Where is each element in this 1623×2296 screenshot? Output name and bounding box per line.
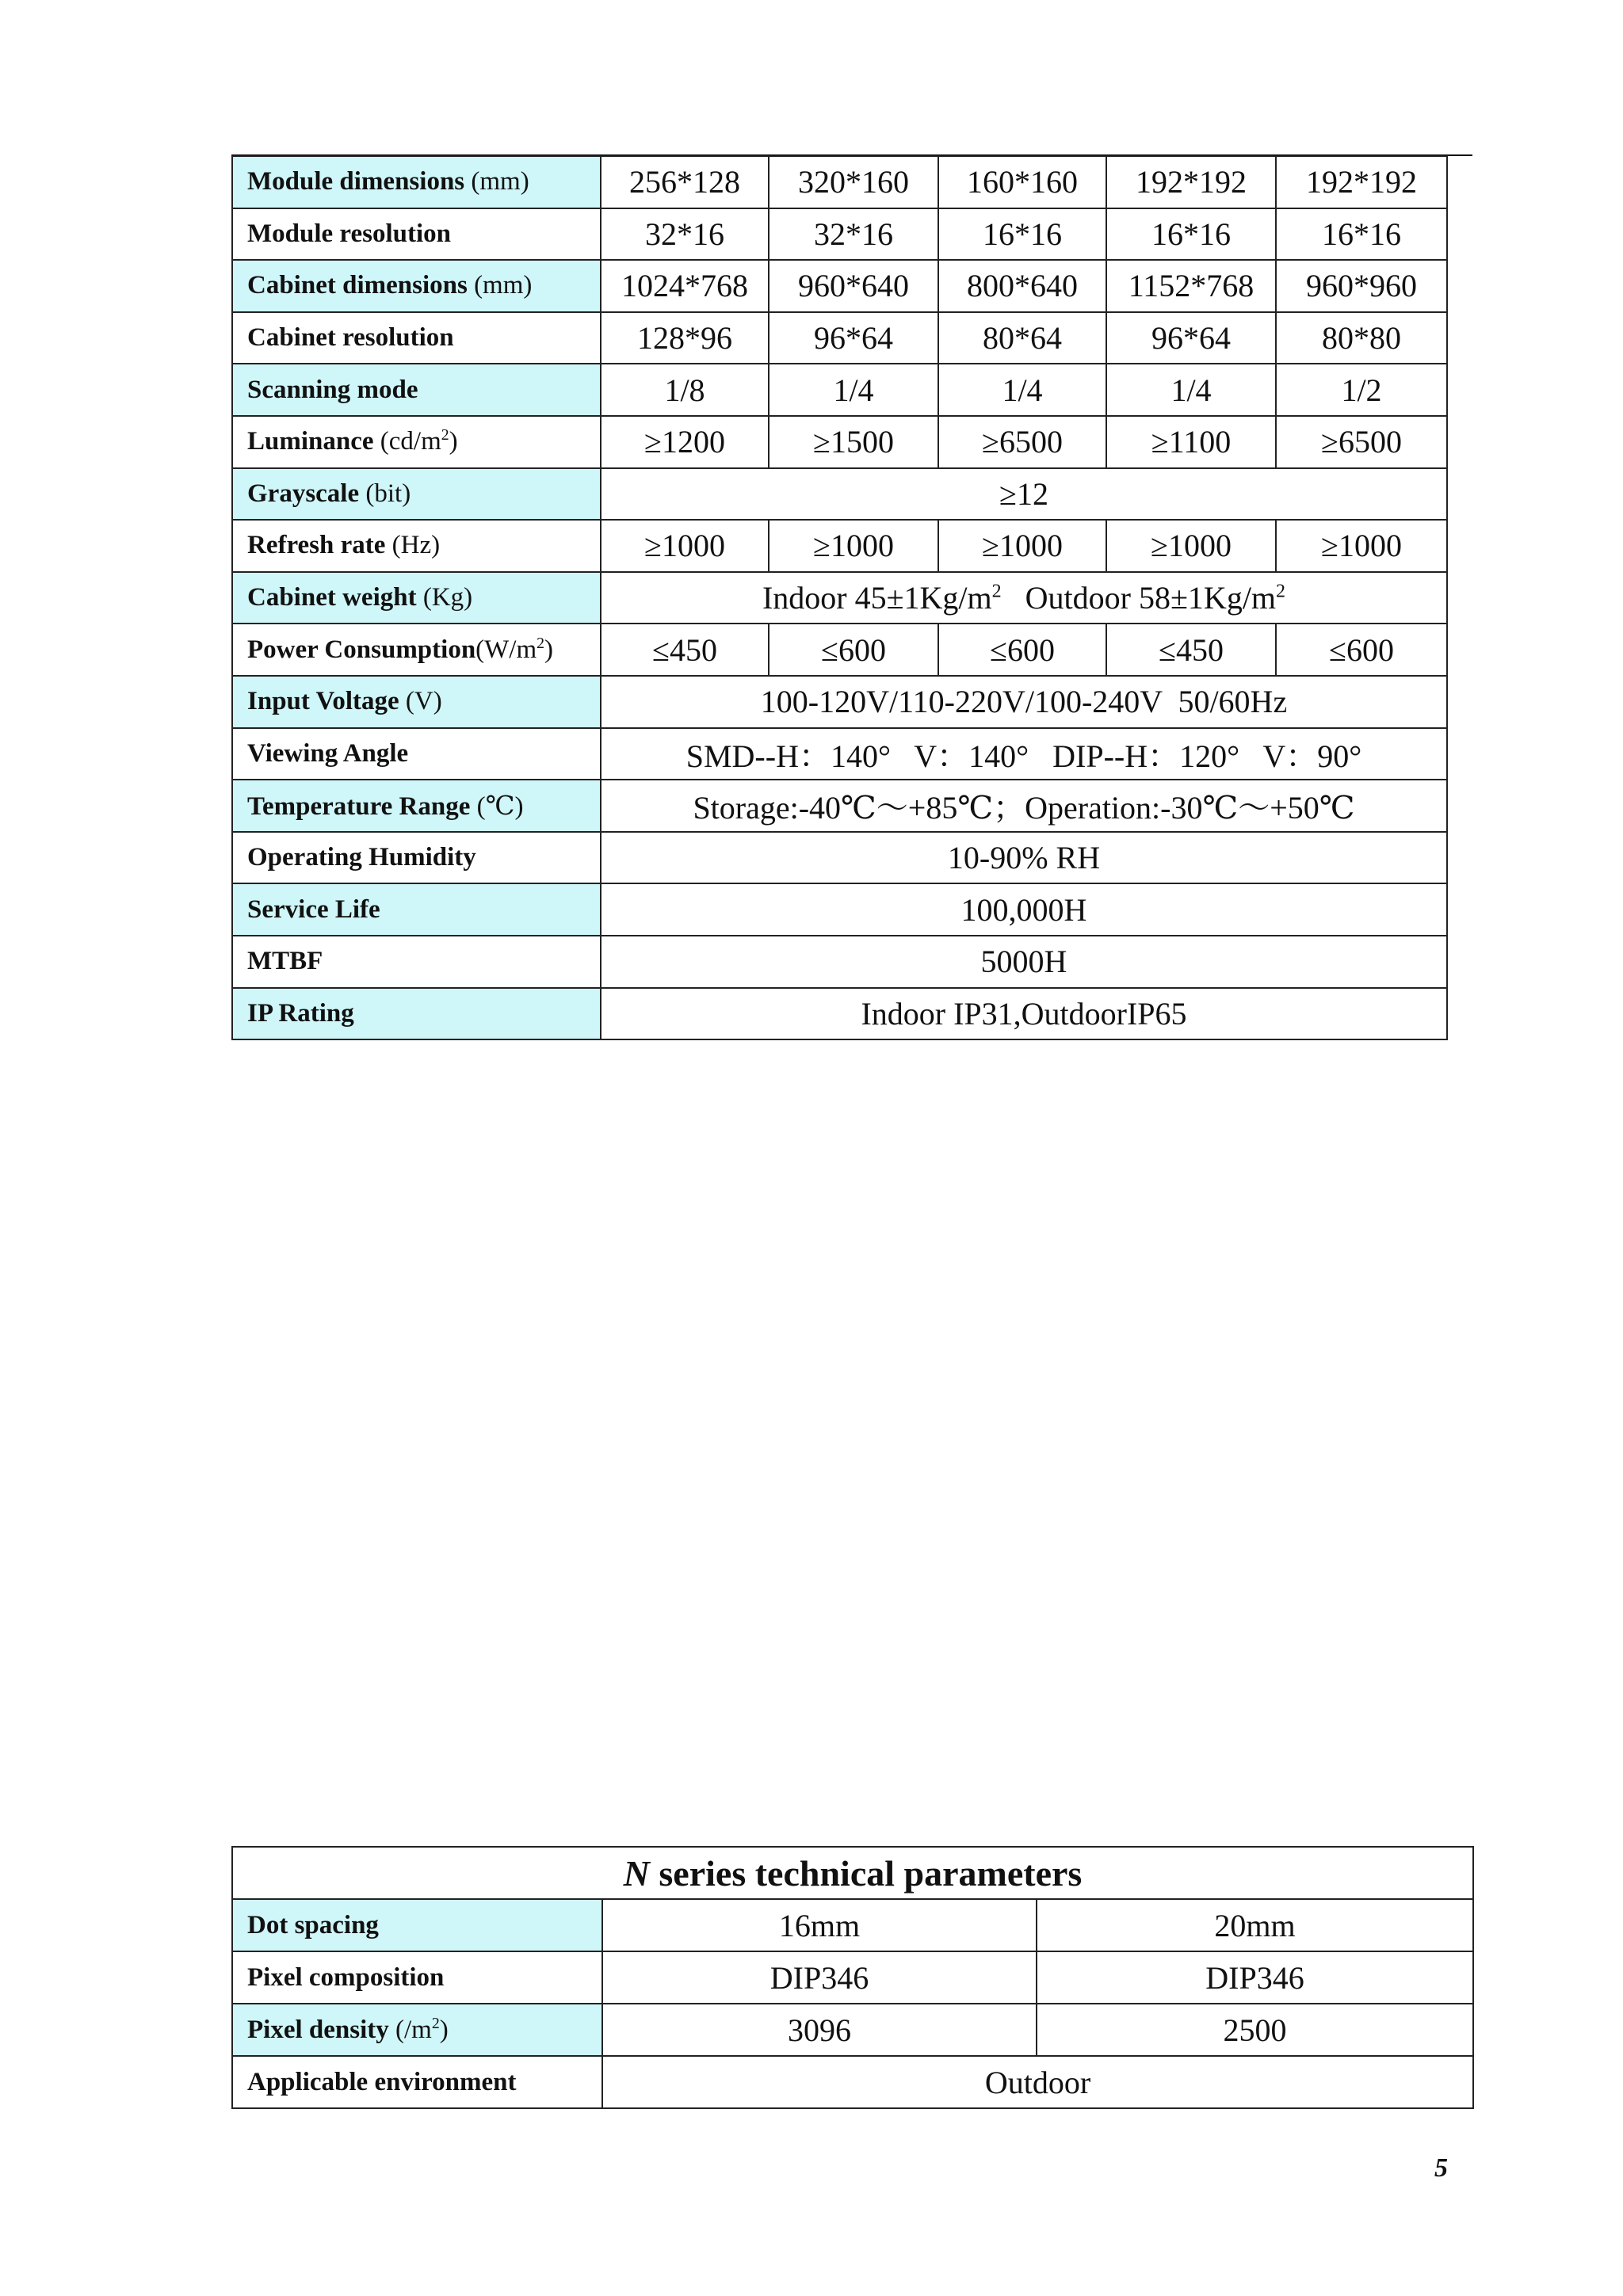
value-cell: 1/8 xyxy=(601,364,769,416)
spec-row-luminance xyxy=(232,416,1447,468)
value-cell: 80*64 xyxy=(938,312,1106,364)
spec-row-refresh-rate xyxy=(232,520,1447,572)
row-label: Service Life xyxy=(232,883,601,936)
n-series-row-applicable-environment xyxy=(232,2056,1473,2108)
value-cell: 32*16 xyxy=(769,208,938,261)
table-title: N series technical parameters xyxy=(232,1847,1473,1899)
value-cell: 320*160 xyxy=(769,156,938,208)
row-label: Viewing Angle xyxy=(232,728,601,780)
value-cell: 1/4 xyxy=(1106,364,1276,416)
value-cell: ≥1000 xyxy=(769,520,938,572)
merged-value-cell: Storage:-40℃～+85℃；Operation:-30℃～+50℃ xyxy=(601,780,1447,832)
value-cell: ≥1000 xyxy=(601,520,769,572)
value-cell: 1/4 xyxy=(769,364,938,416)
n-series-table xyxy=(231,1846,1474,2109)
value-cell: 1/2 xyxy=(1276,364,1447,416)
value-cell: 96*64 xyxy=(1106,312,1276,364)
value-cell: 192*192 xyxy=(1106,156,1276,208)
row-label: Module dimensions (mm) xyxy=(232,156,601,208)
row-label: Operating Humidity xyxy=(232,832,601,884)
spec-row-ip-rating xyxy=(232,988,1447,1040)
row-label: Grayscale (bit) xyxy=(232,468,601,521)
spec-row-cabinet-weight xyxy=(232,572,1447,624)
row-label: Cabinet resolution xyxy=(232,312,601,364)
value-cell: ≥1000 xyxy=(938,520,1106,572)
page-number: 5 xyxy=(1434,2153,1448,2183)
value-cell: 160*160 xyxy=(938,156,1106,208)
row-label: Cabinet dimensions (mm) xyxy=(232,260,601,312)
spec-row-viewing-angle xyxy=(232,728,1447,780)
value-cell: 16*16 xyxy=(938,208,1106,261)
value-cell: 2500 xyxy=(1037,2004,1473,2056)
row-label: Module resolution xyxy=(232,208,601,261)
value-cell: 192*192 xyxy=(1276,156,1447,208)
value-cell: 960*640 xyxy=(769,260,938,312)
row-label: Applicable environment xyxy=(232,2056,602,2108)
spec-row-grayscale xyxy=(232,468,1447,521)
row-label: Cabinet weight (Kg) xyxy=(232,572,601,624)
merged-value-cell: Indoor $45\pm 1Kg/m^2$ Outdoor $58\pm 1Kg/m^2$ xyxy=(601,572,1447,624)
row-label: Refresh rate (Hz) xyxy=(232,520,601,572)
value-cell: 80*80 xyxy=(1276,312,1447,364)
value-cell: 800*640 xyxy=(938,260,1106,312)
value-cell: DIP346 xyxy=(1037,1951,1473,2004)
spec-row-operating-humidity xyxy=(232,832,1447,884)
value-cell: ≤600 xyxy=(769,624,938,676)
row-label: Pixel density $(/m^2)$ xyxy=(232,2004,602,2056)
n-series-row-dot-spacing xyxy=(232,1899,1473,1951)
spec-row-scanning-mode xyxy=(232,364,1447,416)
row-label: Scanning mode xyxy=(232,364,601,416)
value-cell: ≤450 xyxy=(601,624,769,676)
value-cell: DIP346 xyxy=(602,1951,1037,2004)
value-cell: 32*16 xyxy=(601,208,769,261)
value-cell: 256*128 xyxy=(601,156,769,208)
merged-value-cell: 100-120V/110-220V/100-240V 50/60Hz xyxy=(601,676,1447,728)
row-label: IP Rating xyxy=(232,988,601,1040)
value-cell: ≥1000 xyxy=(1276,520,1447,572)
value-cell: 20mm xyxy=(1037,1899,1473,1951)
value-cell: ≥1100 xyxy=(1106,416,1276,468)
row-label: Temperature Range (℃) xyxy=(232,780,601,832)
merged-value-cell: SMD--H：140° V：140° DIP--H：120° V：90° xyxy=(601,728,1447,780)
merged-value-cell: ≥12 xyxy=(601,468,1447,521)
value-cell: 16*16 xyxy=(1106,208,1276,261)
value-cell: ≥6500 xyxy=(1276,416,1447,468)
spec-table xyxy=(231,155,1448,1040)
value-cell: ≥1200 xyxy=(601,416,769,468)
spec-row-cabinet-dimensions xyxy=(232,260,1447,312)
merged-value-cell: Outdoor xyxy=(602,2056,1473,2108)
row-label: Power $Consumption(W/m^2)$ xyxy=(232,624,601,676)
merged-value-cell: Indoor IP31,OutdoorIP65 xyxy=(601,988,1447,1040)
value-cell: 128*96 xyxy=(601,312,769,364)
n-series-title-row xyxy=(232,1847,1473,1899)
merged-value-cell: 100,000H xyxy=(601,883,1447,936)
value-cell: ≥1000 xyxy=(1106,520,1276,572)
spec-row-cabinet-resolution xyxy=(232,312,1447,364)
value-cell: 1024*768 xyxy=(601,260,769,312)
merged-value-cell: 5000H xyxy=(601,936,1447,988)
value-cell: 1/4 xyxy=(938,364,1106,416)
value-cell: 960*960 xyxy=(1276,260,1447,312)
value-cell: ≤600 xyxy=(938,624,1106,676)
spec-row-input-voltage xyxy=(232,676,1447,728)
value-cell: 16mm xyxy=(602,1899,1037,1951)
value-cell: 3096 xyxy=(602,2004,1037,2056)
row-label: Input Voltage (V) xyxy=(232,676,601,728)
spec-row-module-dimensions xyxy=(232,156,1447,208)
spec-row-mtbf xyxy=(232,936,1447,988)
value-cell: ≤450 xyxy=(1106,624,1276,676)
value-cell: 16*16 xyxy=(1276,208,1447,261)
spec-row-temperature-range xyxy=(232,780,1447,832)
n-series-row-pixel-composition xyxy=(232,1951,1473,2004)
value-cell: 96*64 xyxy=(769,312,938,364)
value-cell: 1152*768 xyxy=(1106,260,1276,312)
value-cell: ≤600 xyxy=(1276,624,1447,676)
row-label: Luminance $(cd/m^2)$ xyxy=(232,416,601,468)
spec-row-service-life xyxy=(232,883,1447,936)
value-cell: ≥6500 xyxy=(938,416,1106,468)
n-series-row-pixel-density xyxy=(232,2004,1473,2056)
merged-value-cell: 10-90% RH xyxy=(601,832,1447,884)
value-cell: ≥1500 xyxy=(769,416,938,468)
spec-row-module-resolution xyxy=(232,208,1447,261)
row-label: Dot spacing xyxy=(232,1899,602,1951)
spec-row-power-consumption xyxy=(232,624,1447,676)
row-label: MTBF xyxy=(232,936,601,988)
row-label: Pixel composition xyxy=(232,1951,602,2004)
